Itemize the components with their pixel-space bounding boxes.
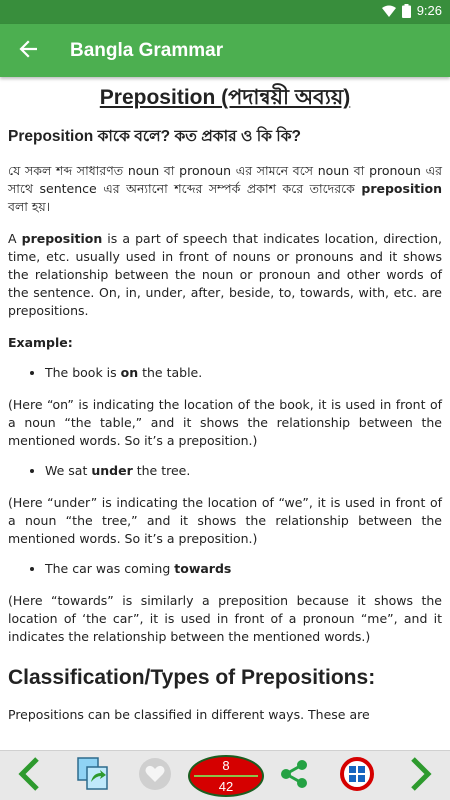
example-list [8,560,442,578]
example-explanation: (Here “on” is indicating the location of the book, it is used in front of a noun “the table,” and it shows the relationship between the mentioned words. So it’s a preposition.) [8,397,442,448]
share-icon [278,758,310,794]
arrow-left-icon [19,40,37,62]
favorite-button[interactable] [134,751,176,800]
current-page: 8 [222,758,230,773]
example-text: We sat [45,463,92,478]
english-definition-start: A [8,231,22,246]
share-button[interactable] [274,751,314,800]
example-sentence [45,364,442,382]
english-definition-text: is a part of speech that indicates location, direction, time, etc. usually used in front of nouns or pronouns and it shows the relationship between the noun or pronoun and other words of the sentence. On, in, under, after, beside, to, towards, with, etc. are prepositions. [8,231,442,318]
page-counter[interactable] [188,755,264,797]
app-bar [0,24,450,77]
question-heading: Preposition কাকে বলে? কত প্রকার ও কি কি? [8,128,302,145]
example-preposition: towards [174,561,232,576]
back-button[interactable] [4,27,52,75]
example-text-end: the table. [138,365,203,380]
example-text-end: the tree. [132,463,191,478]
example-explanation: (Here “towards” is similarly a preposition because it shows the location of ‘the car”, it is used in front of a pronoun “me”, and it indicates the relationship between the mentioned words.) [8,593,442,644]
chevron-right-icon [409,756,433,796]
heart-icon [138,757,172,795]
example-list [8,462,442,480]
example-list [8,364,442,382]
english-definition [8,230,442,320]
example-explanation: (Here “under” is indicating the location of “we”, it is used in front of a noun “the tree,” and it shows the relationship between the mentioned words. So it’s a preposition.) [8,495,442,546]
battery-icon [402,4,411,18]
section-heading: Classification/Types of Prepositions: [8,666,376,689]
copy-button[interactable] [72,751,114,800]
example-sentence [45,560,442,578]
bottom-bar [0,750,450,800]
app-title: Bangla Grammar [70,39,224,61]
wifi-icon [382,5,396,17]
chevron-left-icon [17,756,41,796]
grid-menu-icon [340,757,374,795]
copy-icon [76,756,110,796]
status-bar [0,0,450,24]
bangla-definition [8,162,442,216]
lesson-content[interactable] [0,77,450,750]
total-pages: 42 [218,779,234,794]
example-text: The book is [45,365,121,380]
example-label: Example: [8,335,73,350]
english-definition-term: preposition [21,231,103,246]
menu-grid-button[interactable] [336,751,378,800]
status-time: 9:26 [416,3,442,18]
next-page-button[interactable] [398,751,444,800]
previous-page-button[interactable] [6,751,52,800]
example-sentence [45,462,442,480]
example-preposition: under [91,463,133,478]
section-text: Prepositions can be classified in different ways. These are [8,707,370,722]
example-text: The car was coming [45,561,175,576]
bangla-definition-end: বলা হয়। [8,199,51,214]
status-icons [382,3,442,18]
example-preposition: on [120,365,139,380]
counter-divider [194,775,258,777]
bangla-definition-text: যে সকল শব্দ সাধারণত noun বা pronoun এর সামনে বসে noun বা pronoun এর সাথে sentence এর অন্যানো শব্দের সম্পর্ক প্রকাশ করে তাদেরকে [8,163,442,196]
bangla-definition-term: preposition [361,181,442,196]
page-title: Preposition (পদান্বয়ী অব্যয়) [99,86,351,109]
